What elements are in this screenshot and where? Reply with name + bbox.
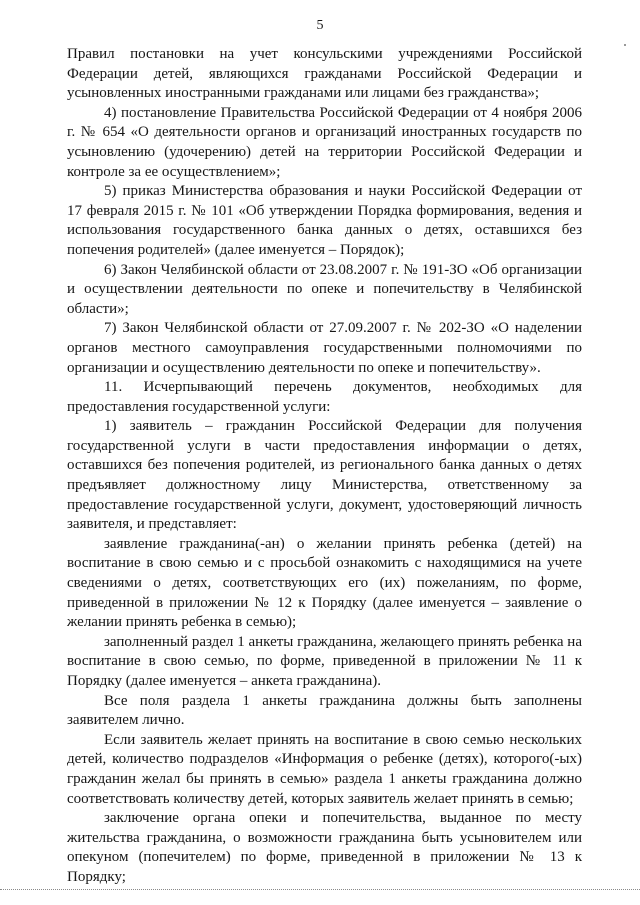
document-paragraph: заполненный раздел 1 анкеты гражданина, желающего принять ребенка на воспитание в свою семью, по форме, приведенной в приложении № 11 к Порядку (далее именуется – анкета гражданина). bbox=[67, 633, 582, 689]
document-paragraph: 11. Исчерпывающий перечень документов, необходимых для предоставления государственной услуги: bbox=[67, 379, 582, 415]
document-paragraph: Если заявитель желает принять на воспитание в свою семью нескольких детей, количество подразделов «Информация о ребенке (детях), которого(-ых) гражданин желал бы принять в семью» раздела 1 анкеты гражданина должно соответствовать количеству детей, которых заявитель желает принять в семью; bbox=[67, 731, 582, 807]
footer-divider bbox=[0, 889, 640, 890]
page-number: 5 bbox=[316, 18, 324, 33]
document-paragraph: 5) приказ Министерства образования и науки Российской Федерации от 17 февраля 2015 г. № 101 «Об утверждении Порядка формирования, ведения и использования государственного банка данных о детях, оставшихся без попечения родителей» (далее именуется – Порядок); bbox=[67, 183, 582, 258]
document-paragraph: 7) Закон Челябинской области от 27.09.2007 г. № 202-ЗО «О наделении органов местного самоуправления государственными полномочиями по организации и осуществлению деятельности по опеке и попечительству». bbox=[67, 320, 582, 376]
document-paragraph: Правил постановки на учет консульскими учреждениями Российской Федерации детей, являющихся гражданами Российской Федерации и усыновленных иностранными гражданами или лицами без гражданства»; bbox=[67, 46, 582, 102]
document-body bbox=[67, 45, 582, 888]
document-paragraph: 4) постановление Правительства Российской Федерации от 4 ноября 2006 г. № 654 «О деятельности органов и организаций иностранных государств по усыновлению (удочерению) детей на территории Российской Федерации и контроле за ее осуществлением»; bbox=[67, 104, 582, 180]
document-paragraph: заявление гражданина(-ан) о желании принять ребенка (детей) на воспитание в свою семью и с просьбой ознакомить с находящимися на учете сведениями о детях, соответствующих его (их) пожеланиям, по форме, приведенной в приложении № 12 к Порядку (далее именуется – заявление о желании принять ребенка в семью); bbox=[67, 535, 582, 631]
document-paragraph: 1) заявитель – гражданин Российской Федерации для получения государственной услуги в части предоставления информации о детях, оставшихся без попечения родителей, из регионального банка данных о детях предъявляет должностному лицу Министерства, ответственному за предоставление государственной услуги, документ, удостоверяющий личность заявителя, и представляет: bbox=[67, 418, 582, 533]
document-paragraph: Все поля раздела 1 анкеты гражданина должны быть заполнены заявителем лично. bbox=[67, 692, 582, 729]
document-paragraph: заключение органа опеки и попечительства, выданное по месту жительства гражданина, о возможности гражданина быть усыновителем или опекуном (попечителем) по форме, приведенной в приложении № 13 к Порядку; bbox=[67, 810, 582, 885]
margin-mark bbox=[624, 44, 626, 46]
document-paragraph: 6) Закон Челябинской области от 23.08.2007 г. № 191-ЗО «Об организации и осуществлении деятельности по опеке и попечительству в Челябинской области»; bbox=[67, 261, 582, 317]
